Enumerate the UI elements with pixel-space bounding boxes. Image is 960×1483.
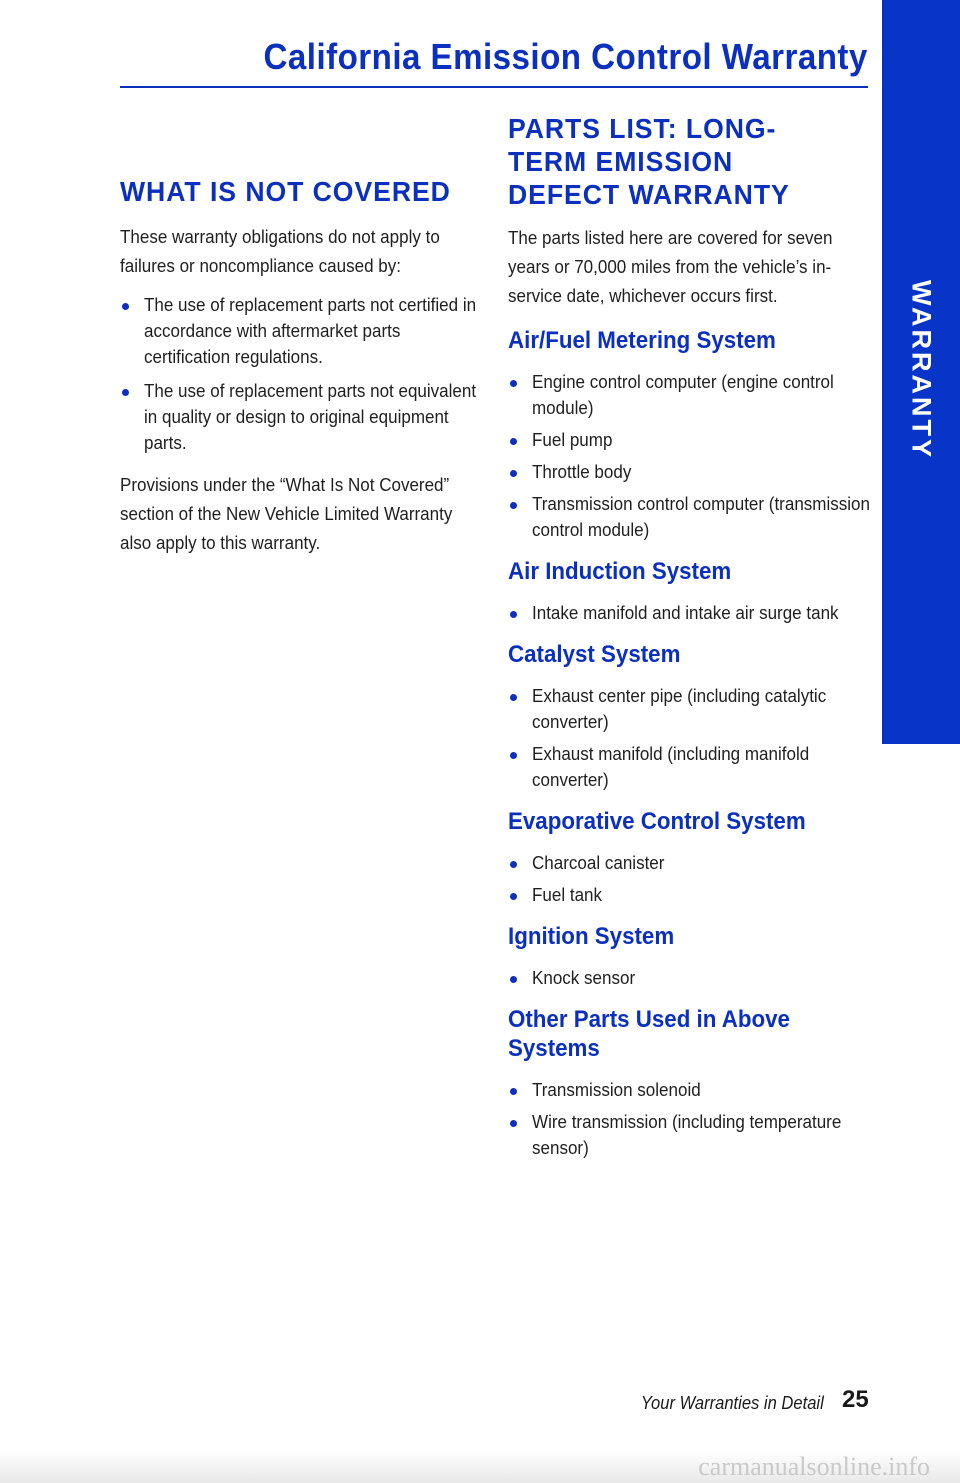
parts-list [508, 369, 870, 543]
side-tab-label: WARRANTY [906, 280, 937, 460]
list-item: Exhaust center pipe (including catalytic converter) [508, 683, 870, 735]
list-item: The use of replacement parts not certified in accordance with aftermarket parts certification regulations. [120, 292, 482, 370]
bullet-icon [510, 861, 517, 868]
bullet-icon [510, 1120, 517, 1127]
page-header-title: California Emission Control Warranty [263, 36, 868, 77]
subsection-title: Air Induction System [508, 558, 732, 585]
footer-section-name: Your Warranties in Detail [641, 1393, 824, 1413]
bullet-icon [510, 976, 517, 983]
page-number: 25 [842, 1386, 869, 1413]
bullet-icon [510, 1088, 517, 1095]
list-item: Engine control computer (engine control module) [508, 369, 870, 421]
bullet-icon [510, 380, 517, 387]
list-item: Fuel pump [508, 427, 870, 453]
list-item: Throttle body [508, 459, 870, 485]
bullet-icon [510, 470, 517, 477]
subsection-title: Catalyst System [508, 641, 681, 668]
list-item: The use of replacement parts not equivalent in quality or design to original equipment parts. [120, 378, 482, 456]
bullet-icon [510, 752, 517, 759]
watermark-text: carmanualsonline.info [698, 1451, 930, 1481]
parts-list [508, 683, 870, 793]
header-divider [120, 86, 868, 88]
parts-list [508, 850, 870, 908]
left-column [120, 175, 482, 557]
list-item: Exhaust manifold (including manifold converter) [508, 741, 870, 793]
section-title-parts-list: PARTS LIST: LONG-TERM EMISSION DEFECT WARRANTY [508, 113, 790, 210]
parts-list [508, 600, 870, 626]
bullet-icon [510, 611, 517, 618]
watermark-banner [0, 1450, 960, 1483]
subsection-title: Air/Fuel Metering System [508, 327, 776, 354]
bullet-icon [510, 893, 517, 900]
parts-list [508, 965, 870, 991]
list-item: Transmission control computer (transmission control module) [508, 491, 870, 543]
subsection-title: Other Parts Used in Above Systems [508, 1006, 790, 1062]
list-item: Knock sensor [508, 965, 870, 991]
parts-list [508, 1077, 870, 1161]
not-covered-intro: These warranty obligations do not apply to failures or noncompliance caused by: [120, 226, 440, 276]
bullet-icon [122, 389, 129, 396]
section-title-not-covered: WHAT IS NOT COVERED [120, 176, 451, 207]
list-item: Wire transmission (including temperature sensor) [508, 1109, 870, 1161]
bullet-icon [510, 438, 517, 445]
bullet-icon [510, 502, 517, 509]
list-item: Fuel tank [508, 882, 870, 908]
right-column [508, 112, 870, 1161]
list-item: Transmission solenoid [508, 1077, 870, 1103]
parts-list-intro: The parts listed here are covered for seven years or 70,000 miles from the vehicle’s in-service date, whichever occurs first. [508, 227, 833, 306]
subsection-title: Evaporative Control System [508, 808, 806, 835]
not-covered-note: Provisions under the “What Is Not Covered” section of the New Vehicle Limited Warranty also apply to this warranty. [120, 474, 453, 553]
not-covered-list [120, 292, 482, 456]
subsection-title: Ignition System [508, 923, 675, 950]
bullet-icon [510, 694, 517, 701]
list-item: Intake manifold and intake air surge tank [508, 600, 870, 626]
bullet-icon [122, 303, 129, 310]
list-item: Charcoal canister [508, 850, 870, 876]
